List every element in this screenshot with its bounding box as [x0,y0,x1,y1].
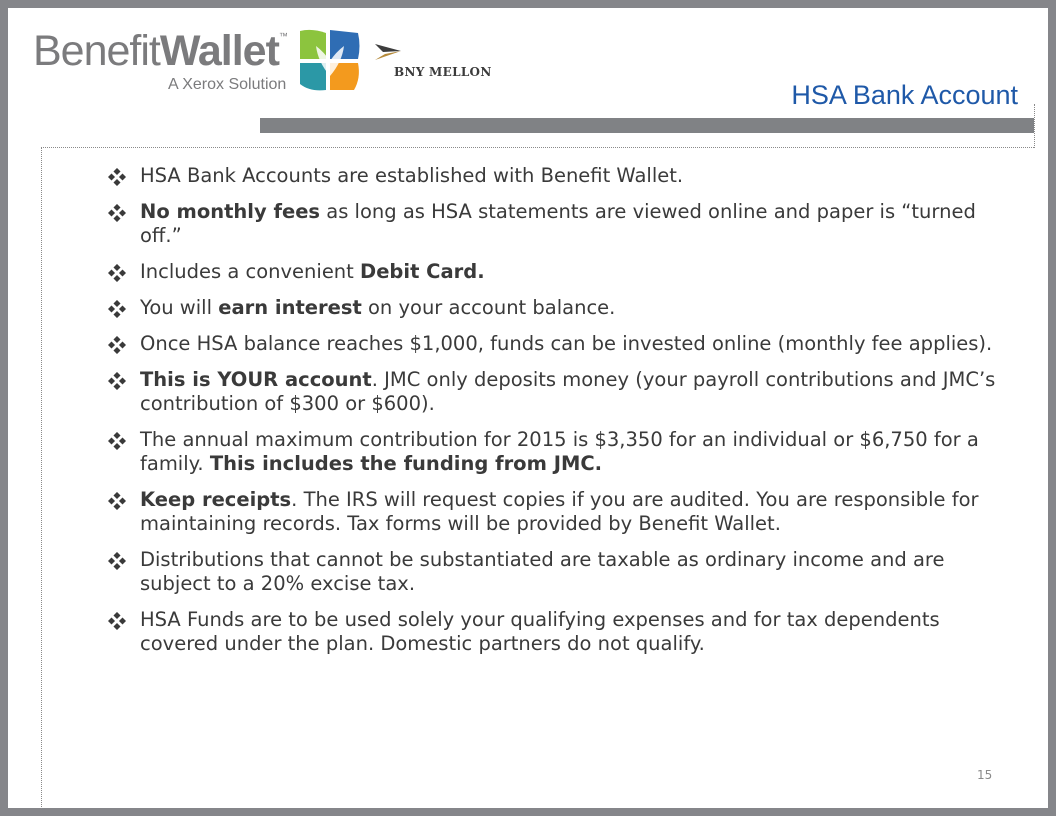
logo-tagline: A Xerox Solution [168,76,287,93]
bullet-text: The annual maximum contribution for 2015 is $3,350 for an individual or $6,750 for a family. [140,428,979,475]
divider [41,147,42,807]
diamond-bullet-icon [108,336,126,354]
bullet-text-bold: Debit Card. [360,260,485,283]
list-item [108,332,998,356]
bullet-text-bold: earn interest [218,296,362,319]
bullet-text-bold: Keep receipts [140,488,292,511]
bullet-list [108,164,998,668]
diamond-bullet-icon [108,300,126,318]
list-item [108,296,998,320]
list-item [108,428,998,476]
bullet-text: as long as HSA statements are viewed online and paper is “turned off.” [140,200,976,247]
bullet-text-bold: No monthly fees [140,200,321,223]
divider [41,147,1034,148]
diamond-bullet-icon [108,552,126,570]
bullet-text: Includes a convenient [140,260,361,283]
bullet-text: on your account balance. [361,296,616,319]
benefitwallet-mark-icon [298,28,362,94]
diamond-bullet-icon [108,372,126,390]
bullet-text-bold: This is YOUR account [140,368,372,391]
bullet-text: HSA Bank Accounts are established with Benefit Wallet. [140,164,684,187]
bullet-text: HSA Funds are to be used solely your qualifying expenses and for tax dependents covered under the plan. Domestic partners do not qualify. [140,608,940,655]
diamond-bullet-icon [108,492,126,510]
list-item [108,200,998,248]
diamond-bullet-icon [108,264,126,282]
list-item [108,368,998,416]
divider [1034,104,1035,148]
bullet-text: You will [140,296,219,319]
bullet-text: . JMC only deposits money (your payroll contributions and JMC’s contribution of $300 or $600). [140,368,996,415]
header-bar [260,118,1034,133]
diamond-bullet-icon [108,204,126,222]
bullet-text-bold: This includes the funding from JMC. [209,452,603,475]
list-item [108,260,998,284]
bny-mellon-logo-icon [375,42,401,62]
page-number: 15 [977,768,993,782]
list-item [108,548,998,596]
bullet-text: Distributions that cannot be substantiated are taxable as ordinary income and are subject to a 20% excise tax. [140,548,945,595]
slide [8,8,1048,808]
list-item [108,164,998,188]
benefitwallet-logo: BenefitWallet™ [33,27,287,75]
diamond-bullet-icon [108,432,126,450]
bny-mellon-text: BNY MELLON [394,65,492,79]
list-item [108,488,998,536]
header-logos [30,22,490,102]
list-item [108,608,998,656]
page-title: HSA Bank Account [791,80,1018,110]
bullet-text: Once HSA balance reaches $1,000, funds can be invested online (monthly fee applies). [140,332,993,355]
diamond-bullet-icon [108,612,126,630]
bullet-text: . The IRS will request copies if you are audited. You are responsible for maintaining records. Tax forms will be provided by Benefit Wallet. [140,488,979,535]
diamond-bullet-icon [108,168,126,186]
